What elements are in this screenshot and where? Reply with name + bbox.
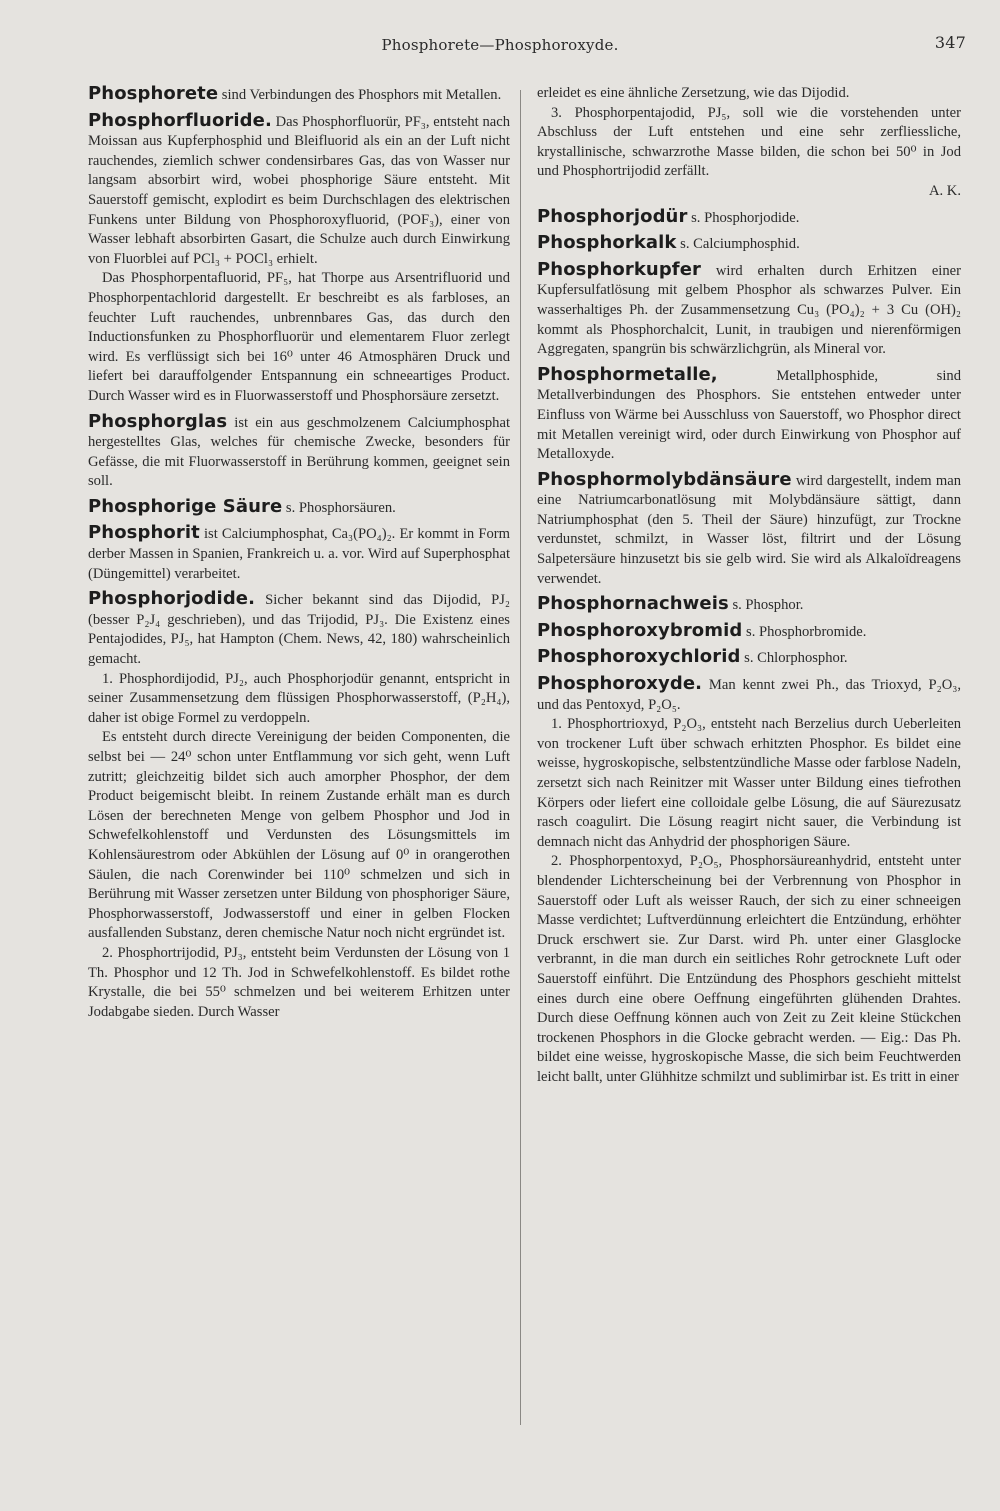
dictionary-entry: [537, 594, 961, 616]
entry-paragraph: [88, 589, 510, 669]
entry-text: 3. Phosphorpentajodid, PJ₅, soll wie die vorstehenden unter Abschluss der Luft entstehen und eine sehr zerfliessliche, krystallinische, schwarzrothe Masse bilden, die schon bei 50⁰ in Jod und Phosphortrijodid zerfällt.: [537, 104, 961, 180]
entry-paragraph: [88, 84, 510, 106]
entry-text: Das Phosphorfluorür, PF₃, entsteht nach Moissan aus Kupferphosphid und Bleifluorid als ein an der Luft nicht rauchendes, ziemlich schwer condensirbares Gas, das von Wasser nur langsam absorbirt wird, wobei phosphorige Säure entsteht. Mit Sauerstoff gemischt, explodirt es beim Durchschlagen des elektrischen Funkens unter Bildung von Phosphoroxyfluorid, (POF₃), einer von Wasser lebhaft absorbirten Gasart, die Schulze auch durch Einwirkung von Fluorblei auf PCl₃ + POCl₃ erhielt.: [88, 113, 510, 267]
entry-headword: Phosphorkalk: [537, 232, 677, 254]
dictionary-entry: [537, 233, 961, 255]
dictionary-entry: [88, 589, 510, 1022]
entry-headword: Phosphorjodür: [537, 205, 688, 227]
entry-headword: Phosphormolybdänsäure: [537, 468, 792, 490]
page-number: 347: [934, 33, 966, 52]
dictionary-entry: [88, 523, 510, 584]
entry-text: s. Phosphor.: [728, 597, 804, 614]
entry-paragraph: [537, 470, 961, 590]
entry-text: 1. Phosphortrioxyd, P₂O₃, entsteht nach Berzelius durch Ueberleiten von trockener Luft über schwach erhitzten Phosphor. Es bildet eine weisse, hygroskopische, selbstentzündliche Masse oder farblose Nadeln, zersetzt sich nach Reinitzer mit Wasser unter Bildung eines tiefrothen Körpers oder liefert eine colloidale gelbe Lösung, die auf Säurezusatz rasch coagulirt. Die Lösung reagirt nicht sauer, die Verbindung ist demnach nicht das Anhydrid der phosphorigen Säure.: [537, 716, 961, 850]
entry-paragraph: [88, 497, 510, 519]
entry-paragraph: [537, 207, 961, 229]
entry-text: s. Phosphorsäuren.: [282, 499, 396, 516]
entry-text: ist ein aus geschmolzenem Calciumphosphat hergestelltes Glas, welches für chemische Zwecke, besonders für Gefässe, die mit Fluorwasserstoff in Berührung kommen, geeignet sein soll.: [88, 414, 510, 490]
entry-headword: Phosphorfluoride.: [88, 109, 272, 131]
entry-paragraph: [537, 84, 961, 104]
right-column: [537, 84, 961, 1088]
entry-text: Sicher bekannt sind das Dijodid, PJ₂ (besser P₂J₄ geschrieben), und das Trijodid, PJ₃. Die Existenz eines Pentajodides, PJ₅, hat Hampton (Chem. News, 42, 180) wahrscheinlich gemacht.: [88, 592, 510, 668]
entry-paragraph: [537, 852, 961, 1087]
column-divider: [520, 90, 521, 1425]
entry-headword: Phosphorit: [88, 522, 200, 544]
dictionary-entry: [537, 207, 961, 229]
entry-paragraph: [537, 104, 961, 182]
entry-paragraph: [88, 523, 510, 584]
entry-paragraph: [537, 715, 961, 852]
dictionary-entry: [537, 621, 961, 643]
dictionary-entry: [88, 497, 510, 519]
entry-text: ist Calciumphosphat, Ca₃(PO₄)₂. Er kommt in Form derber Massen in Spanien, Frankreich u. a. vor. Wird auf Superphosphat (Düngemittel) verarbeitet.: [88, 526, 510, 582]
entry-text: wird erhalten durch Erhitzen einer Kupfersulfatlösung mit gelbem Phosphor als schwarzes Pulver. Ein wasserhaltiges Ph. der Zusammensetzung Cu₃ (PO₄)₂ + 3 Cu (OH)₂ kommt als Phosphorchalcit, Lunit, in traubigen und nierenförmigen Aggregaten, spangrün bis schwärzlichgrün, als Mineral vor.: [537, 262, 961, 358]
entry-paragraph: [88, 944, 510, 1022]
dictionary-entry: [88, 84, 510, 106]
dictionary-entry: [88, 111, 510, 407]
entry-text: 1. Phosphordijodid, PJ₂, auch Phosphorjodür genannt, entspricht in seiner Zusammensetzung dem flüssigen Phosphorwasserstoff, (P₂H₄), daher ist obige Formel zu verdoppeln.: [88, 670, 510, 726]
entry-text: s. Phosphorbromide.: [742, 623, 867, 640]
entry-headword: Phosphoroxychlorid: [537, 646, 741, 668]
entry-text: s. Phosphorjodide.: [687, 209, 800, 226]
author-signature: A. K.: [928, 182, 961, 199]
dictionary-entry: [537, 84, 961, 202]
dictionary-entry: [88, 412, 510, 492]
dictionary-entry: [537, 674, 961, 1087]
entry-headword: Phosphorige Säure: [88, 495, 283, 517]
left-column: [88, 84, 510, 1022]
dictionary-entry: [537, 365, 961, 465]
entry-text: s. Calciumphosphid.: [676, 236, 800, 253]
entry-paragraph: [88, 670, 510, 729]
entry-paragraph: [88, 111, 510, 270]
entry-headword: Phosphorete: [88, 83, 219, 104]
entry-text: erleidet es eine ähnliche Zersetzung, wie das Dijodid.: [537, 85, 850, 101]
entry-text: Das Phosphorpentafluorid, PF₅, hat Thorpe aus Arsentrifluorid und Phosphorpentachlorid dargestellt. Er beschreibt es als farbloses, an feuchter Luft rauchendes, unbrennbares Gas, das durch den Inductionsfunken zu Phosphorfluorür und elementarem Fluor zerlegt wird. Es verflüssigt sich bei 16⁰ unter 46 Atmosphären Druck und liefert bei darauffolgender Entspannung ein schneeartiges Product. Durch Wasser wird es in Fluorwasserstoff und Phosphorsäure zersetzt.: [88, 270, 510, 404]
entry-text: s. Chlorphosphor.: [740, 650, 848, 667]
entry-paragraph: [537, 594, 961, 616]
entry-headword: Phosphoroxybromid: [537, 619, 743, 641]
running-title: Phosphorete—Phosphoroxyde.: [381, 36, 619, 54]
entry-text: Man kennt zwei Ph., das Trioxyd, P₂O₃, und das Pentoxyd, P₂O₅.: [537, 677, 961, 713]
dictionary-entry: [537, 260, 961, 360]
entry-text: Es entsteht durch directe Vereinigung der beiden Componenten, die selbst bei — 24⁰ schon unter Entflammung vor sich geht, wenn Luft zutritt; gleichzeitig bildet sich auch amorpher Phosphor, der dem Product beigemischt bleibt. In reinem Zustande erhält man es durch Lösen der berechneten Menge von gelbem Phosphor und Jod in Schwefelkohlenstoff und Verdunsten des Lösungsmittels im Kohlensäurestrom oder Abkühlen der Lösung auf 0⁰ in orangerothen Säulen, die nach Corenwinder bei 110⁰ schmelzen und sich in Berührung mit Wasser zersetzen unter Bildung von phosphoriger Säure, Phosphorwasserstoff, Jodwasserstoff und einer in gelben Flocken ausfallenden Substanz, deren chemische Natur noch nicht ergründet ist.: [88, 729, 510, 942]
entry-paragraph: [537, 365, 961, 465]
entry-headword: Phosphorglas: [88, 410, 228, 432]
entry-paragraph: [88, 269, 510, 406]
dictionary-entry: [537, 647, 961, 669]
entry-headword: Phosphorjodide.: [88, 588, 256, 610]
entry-paragraph: [537, 674, 961, 715]
entry-headword: Phosphormetalle,: [537, 363, 718, 385]
entry-headword: Phosphoroxyde.: [537, 673, 703, 695]
entry-paragraph: [88, 412, 510, 492]
entry-paragraph: [537, 260, 961, 360]
entry-paragraph: [537, 233, 961, 255]
entry-text: 2. Phosphorpentoxyd, P₂O₅, Phosphorsäureanhydrid, entsteht unter blendender Lichterscheinung bei der Verbrennung von Phosphor in Sauerstoff oder Luft als weisser Rauch, der sich zu einer schneeigen Masse verdichtet; Luftverdünnung erleichtert die Entzündung, erhöhter Druck erschwert sie. Zur Darst. wird Ph. unter einer Glasglocke verbrannt, in die man durch ein seitliches Rohr getrocknete Luft oder Sauerstoff einführt. Die Entzündung des Phosphors geschieht mittelst eines durch eine obere Oeffnung eingeführten glühenden Drahtes. Durch diese Oeffnung können auch von Zeit zu Zeit kleine Stückchen trockenen Phosphors in die Glocke gebracht werden. — Eig.: Das Ph. bildet eine weisse, hygroskopische Masse, die sich beim Feuchtwerden leicht ballt, unter Glühhitze schmilzt und sublimirbar ist. Es tritt in einer: [537, 853, 961, 1085]
dictionary-entry: [537, 470, 961, 590]
entry-headword: Phosphorkupfer: [537, 258, 702, 280]
entry-paragraph: [88, 728, 510, 944]
entry-text: Metallphosphide, sind Metallverbindungen des Phosphors. Sie entstehen entweder unter Einfluss von Wärme bei Ausschluss von Sauerstoff, wo Phosphor direct mit Metallen vereinigt wird, oder durch Einwirkung von Phosphor auf Metalloxyde.: [537, 367, 961, 463]
entry-text: wird dargestellt, indem man eine Natriumcarbonatlösung mit Molybdänsäure sättigt, dann Natriumphosphat (den 5. Theil der Säure) hinzufügt, zur Trockne verdunstet, schmilzt, in Wasser löst, filtrirt und der Lösung Salpetersäure hinzusetzt bis sie gelb wird. Sie wird als Alkaloïdreagens verwendet.: [537, 472, 961, 587]
entry-paragraph: [537, 647, 961, 669]
entry-text: sind Verbindungen des Phosphors mit Metallen.: [218, 87, 502, 103]
entry-paragraph: [537, 621, 961, 643]
entry-headword: Phosphornachweis: [537, 593, 729, 615]
entry-text: 2. Phosphortrijodid, PJ₃, entsteht beim Verdunsten der Lösung von 1 Th. Phosphor und 12 Th. Jod in Schwefelkohlenstoff. Es bildet rothe Krystalle, die bei 55⁰ schmelzen und bei weiterem Erhitzen unter Jodabgabe sieden. Durch Wasser: [88, 944, 510, 1020]
